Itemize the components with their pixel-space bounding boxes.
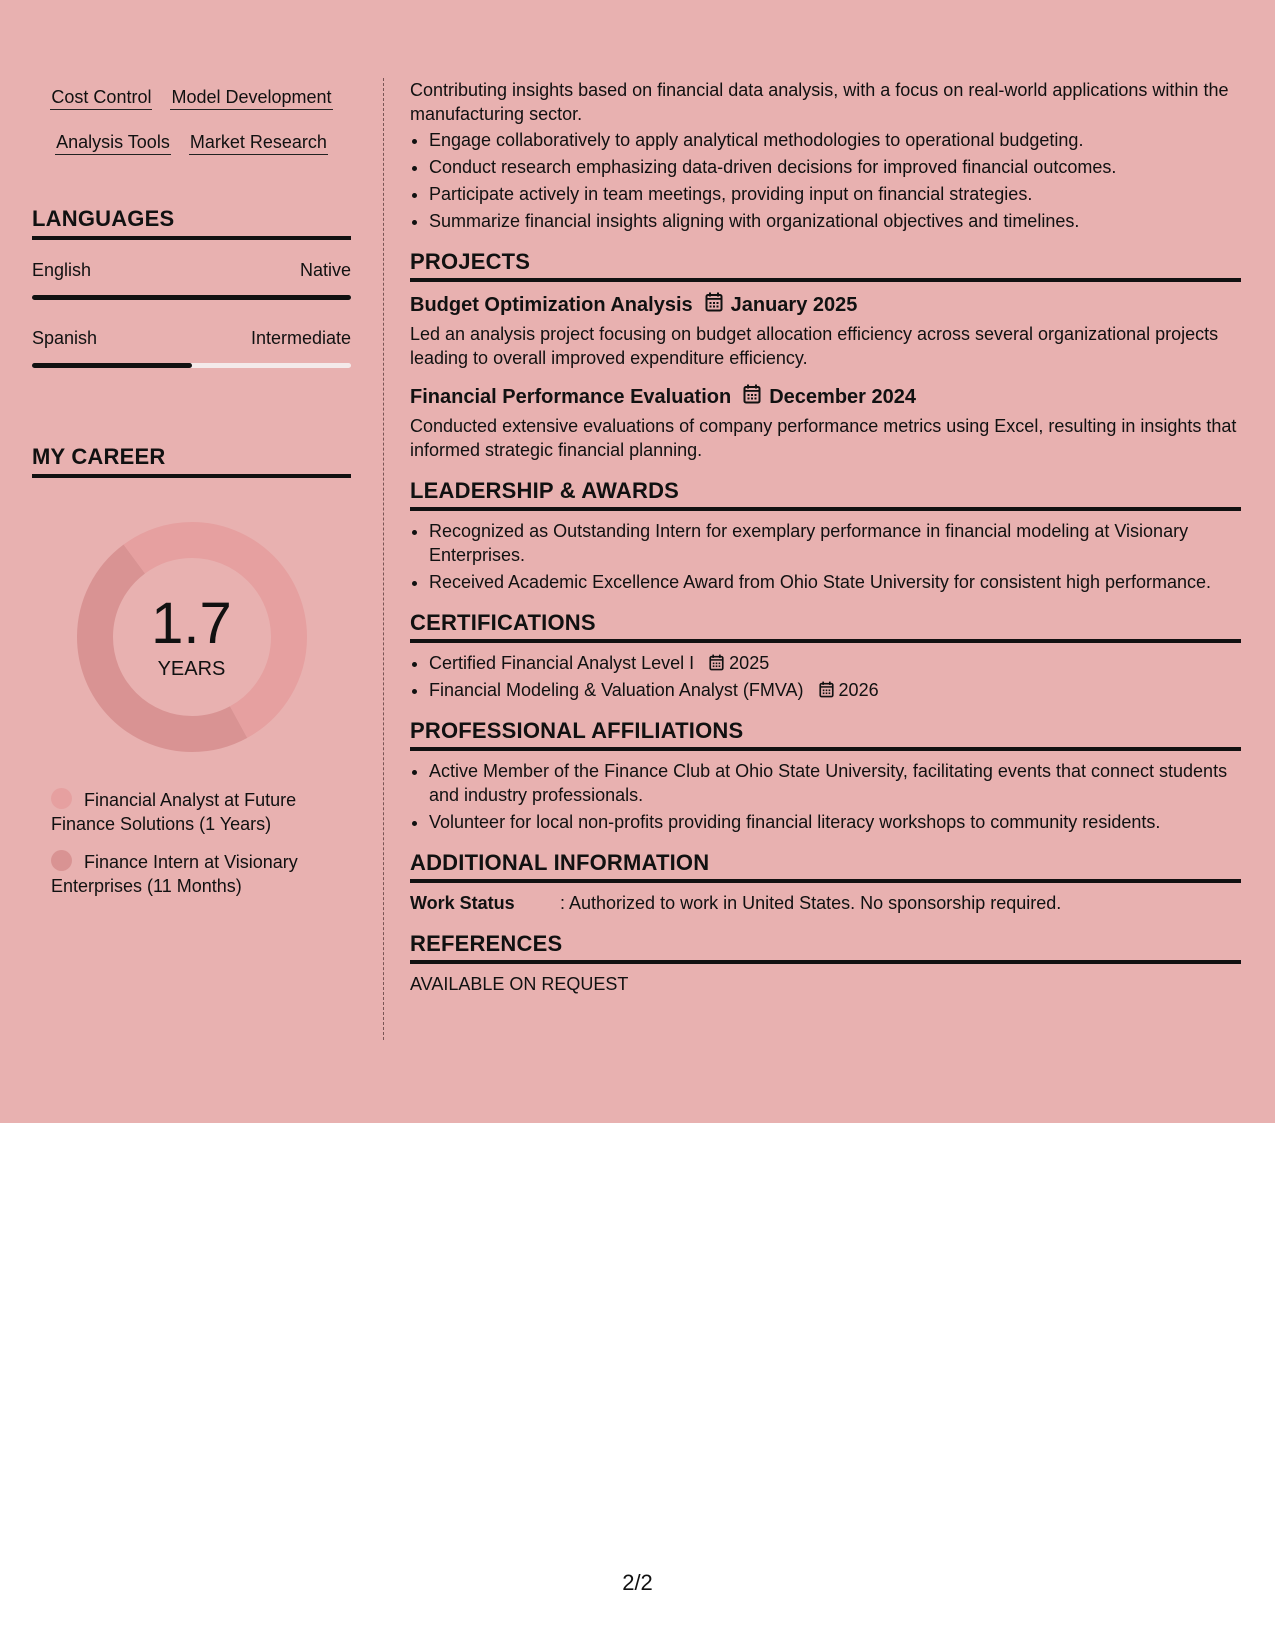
career-years-value: 1.7 <box>151 590 232 656</box>
skill-tag: Model Development <box>170 86 332 110</box>
calendar-icon <box>743 384 761 410</box>
references-text: AVAILABLE ON REQUEST <box>410 974 629 994</box>
list-item: • Active Member of the Finance Club at Ohio State University, facilitating events that connect students and industry professionals. <box>429 759 1241 807</box>
work-status-row <box>410 891 1241 915</box>
career-legend <box>32 788 351 898</box>
calendar-icon <box>705 292 723 318</box>
languages-heading: LANGUAGES <box>32 206 351 240</box>
skills-list <box>32 76 351 166</box>
project-item <box>410 292 1241 370</box>
career-legend-item <box>51 850 351 898</box>
career-legend-label: Financial Analyst at Future Finance Solutions (1 Years) <box>51 790 297 834</box>
project-description: Led an analysis project focusing on budget allocation efficiency across several organizational projects leading to overall improved expenditure efficiency. <box>410 324 1219 368</box>
list-item: • Received Academic Excellence Award from Ohio State University for consistent high performance. <box>429 570 1241 594</box>
right-column <box>410 78 1241 996</box>
list-item: • Engage collaboratively to apply analytical methodologies to operational budgeting. <box>429 128 1241 152</box>
additional-info-heading: ADDITIONAL INFORMATION <box>410 850 1241 883</box>
list-item: • Conduct research emphasizing data-driven decisions for improved financial outcomes. <box>429 155 1241 179</box>
work-status-value: : Authorized to work in United States. No sponsorship required. <box>560 893 1062 913</box>
language-level: Intermediate <box>250 328 351 348</box>
left-column <box>32 76 351 912</box>
affiliations-heading: PROFESSIONAL AFFILIATIONS <box>410 718 1241 751</box>
skill-tag: Market Research <box>189 131 328 155</box>
project-title: Budget Optimization Analysis <box>410 293 693 316</box>
language-name: English <box>32 260 92 280</box>
language-bar-fill <box>32 295 351 300</box>
certification-year: 2025 <box>729 653 770 673</box>
leadership-list <box>410 519 1241 594</box>
work-status-label: Work Status <box>410 893 515 913</box>
calendar-icon <box>819 680 839 700</box>
list-item: • Summarize financial insights aligning with organizational objectives and timelines. <box>429 209 1241 233</box>
legend-dot-icon <box>51 788 72 809</box>
language-name: Spanish <box>32 328 98 348</box>
project-title: Financial Performance Evaluation <box>410 385 732 408</box>
certifications-heading: CERTIFICATIONS <box>410 610 1241 643</box>
certification-name: Certified Financial Analyst Level I <box>429 653 695 673</box>
projects-heading: PROJECTS <box>410 249 1241 282</box>
skill-tag: Analysis Tools <box>55 131 171 155</box>
language-bar <box>32 295 351 300</box>
language-item <box>32 260 351 300</box>
language-bar <box>32 363 351 368</box>
intro-bullets <box>410 128 1241 233</box>
column-divider <box>383 78 384 1040</box>
certification-name: Financial Modeling & Valuation Analyst (FMVA) <box>429 680 804 700</box>
career-years-label: YEARS <box>157 657 226 680</box>
page-number: 2/2 <box>622 1570 653 1595</box>
project-description: Conducted extensive evaluations of company performance metrics using Excel, resulting in insights that informed strategic financial planning. <box>410 416 1237 460</box>
career-legend-label: Finance Intern at Visionary Enterprises (11 Months) <box>51 852 298 896</box>
language-item <box>32 328 351 368</box>
certification-item <box>429 651 1241 675</box>
language-level: Native <box>299 260 351 280</box>
career-donut-chart <box>77 522 307 752</box>
certification-year: 2026 <box>838 680 879 700</box>
language-bar-fill <box>32 363 192 368</box>
skill-tag: Cost Control <box>50 86 152 110</box>
project-date: January 2025 <box>730 293 858 316</box>
career-legend-item <box>51 788 351 836</box>
references-heading: REFERENCES <box>410 931 1241 964</box>
certifications-list <box>410 651 1241 702</box>
list-item: • Volunteer for local non-profits providing financial literacy workshops to community residents. <box>429 810 1241 834</box>
affiliations-list <box>410 759 1241 834</box>
project-date: December 2024 <box>769 385 916 408</box>
legend-dot-icon <box>51 850 72 871</box>
leadership-heading: LEADERSHIP & AWARDS <box>410 478 1241 511</box>
certification-item <box>429 678 1241 702</box>
calendar-icon <box>709 653 729 673</box>
project-item <box>410 384 1241 462</box>
list-item: • Recognized as Outstanding Intern for exemplary performance in financial modeling at Visionary Enterprises. <box>429 519 1241 567</box>
list-item: • Participate actively in team meetings, providing input on financial strategies. <box>429 182 1241 206</box>
career-heading: MY CAREER <box>32 444 351 478</box>
intro-text: Contributing insights based on financial data analysis, with a focus on real-world applications within the manufacturing sector. <box>410 80 1229 124</box>
